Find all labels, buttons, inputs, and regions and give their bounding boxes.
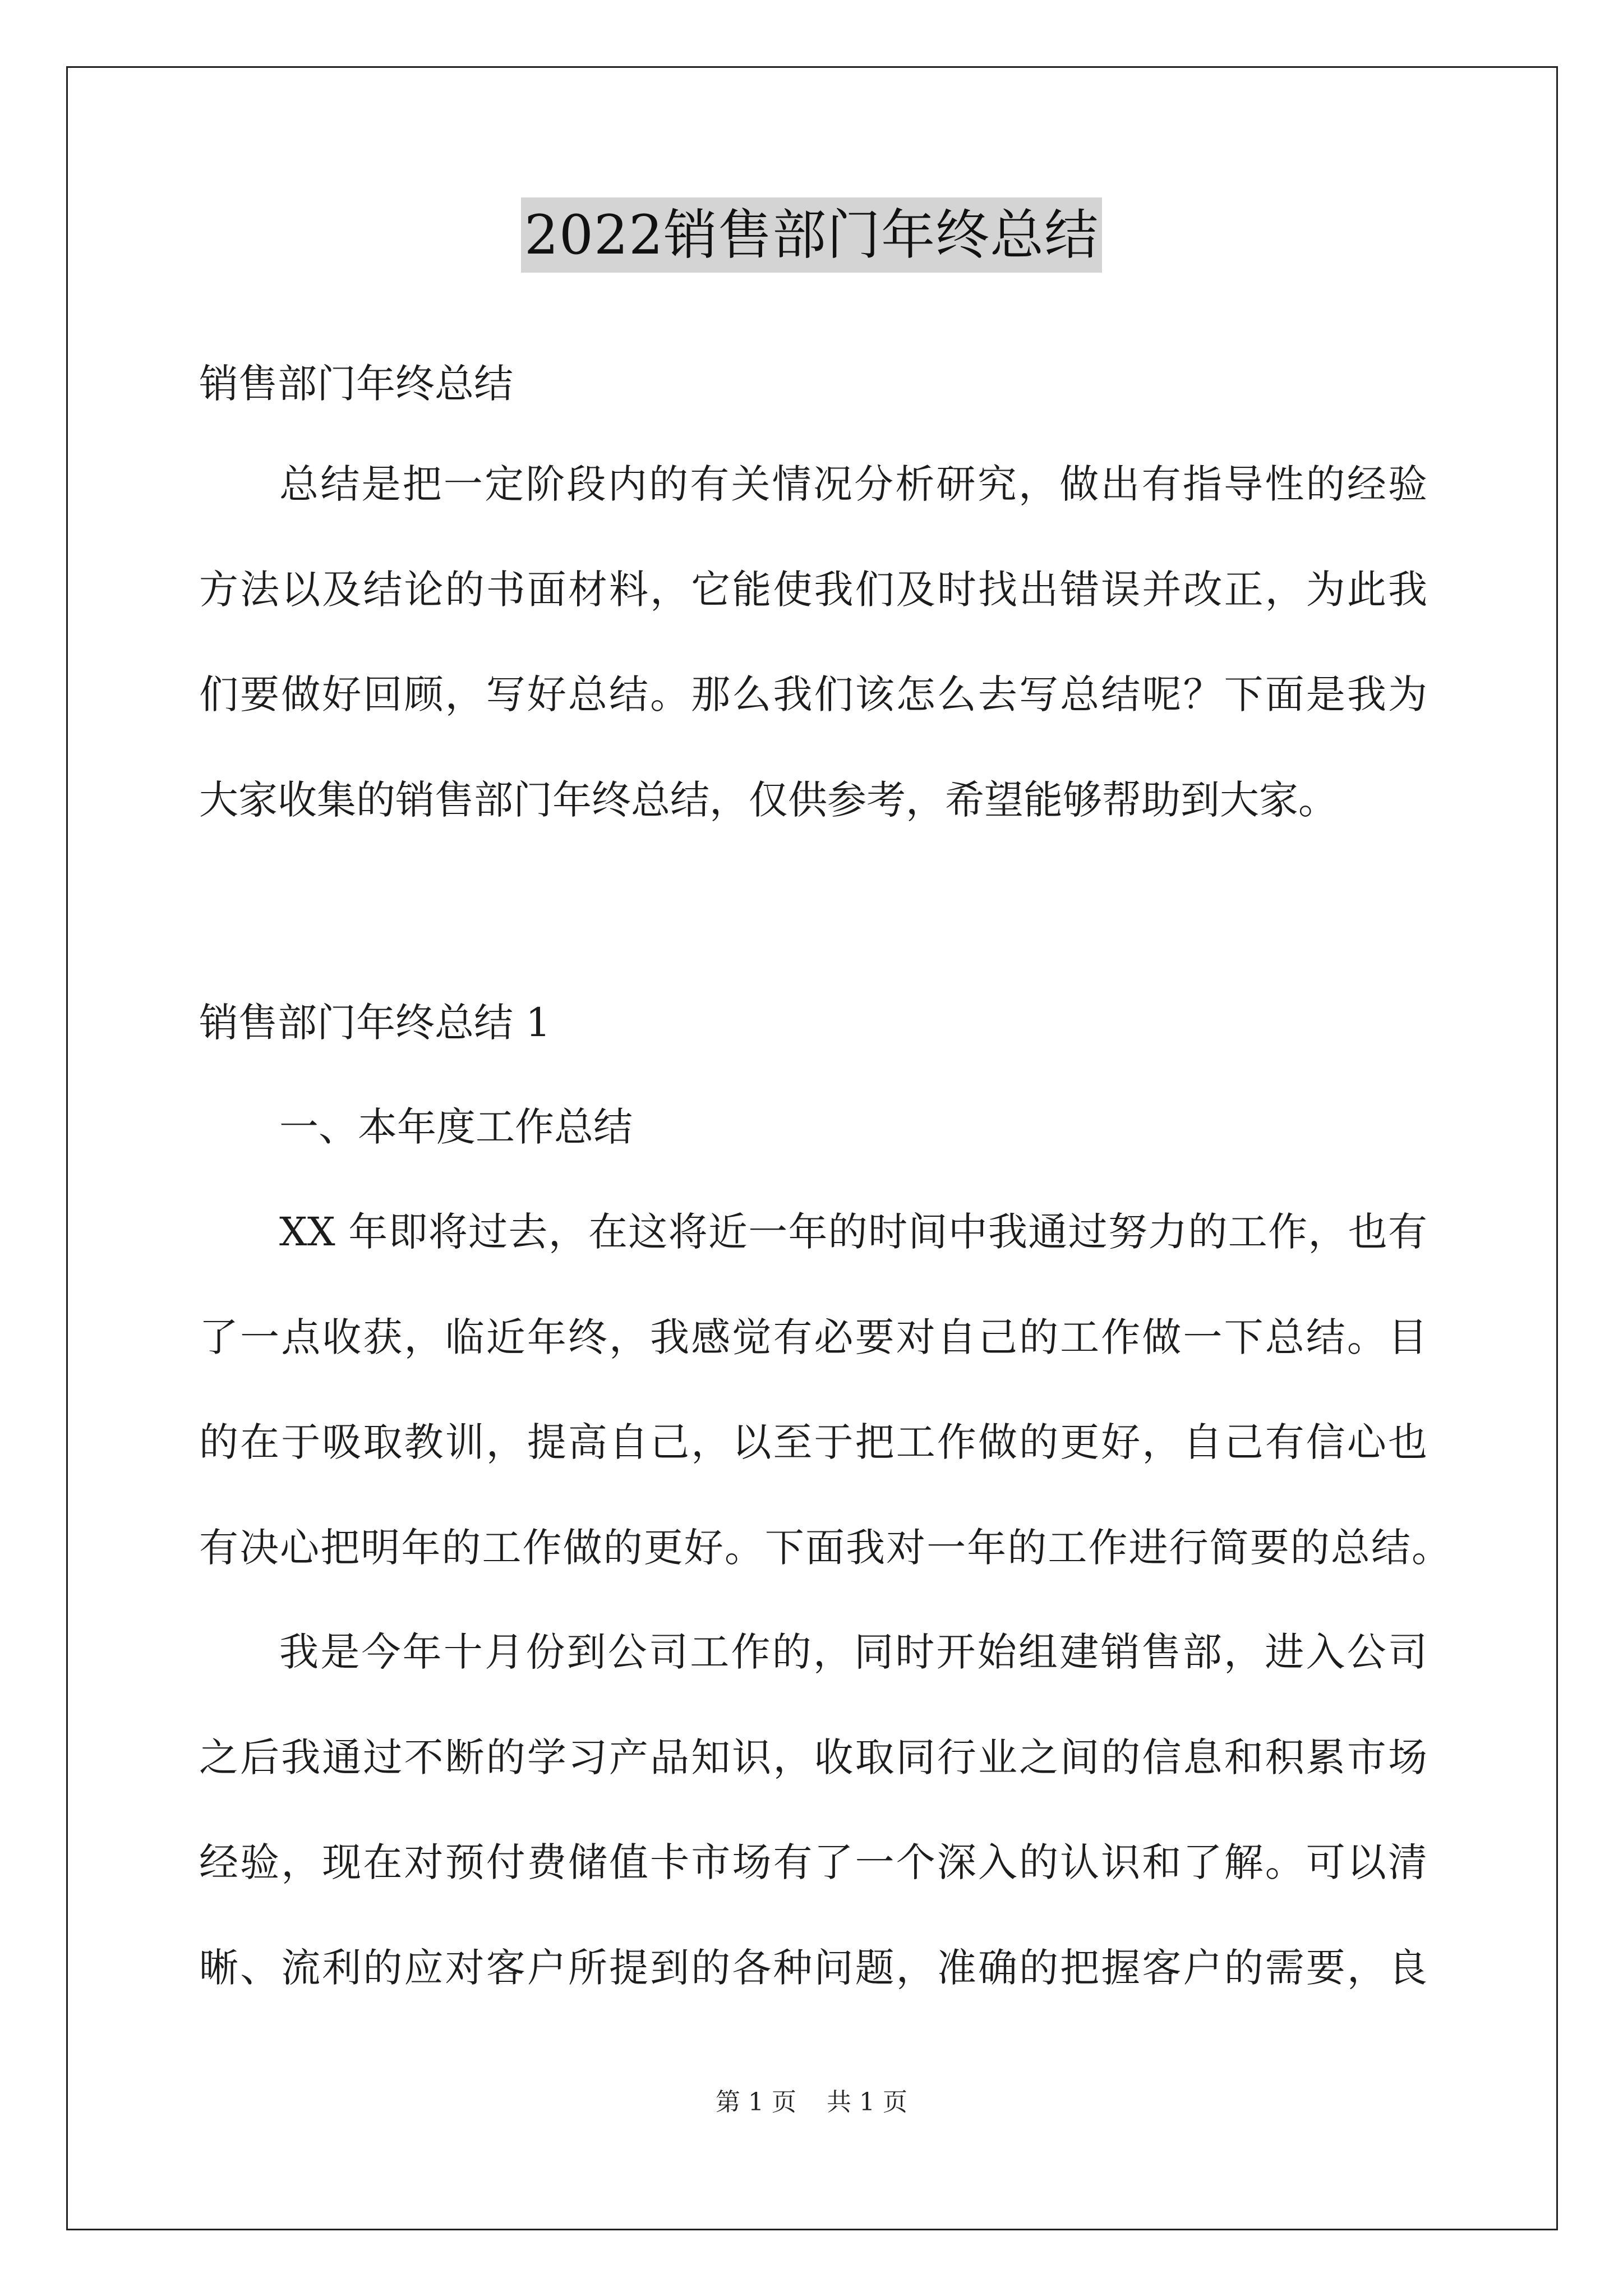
paragraph-line: 大家收集的销售部门年终总结，仅供参考，希望能够帮助到大家。 [199,777,1338,823]
document-title: 2022销售部门年终总结 [521,197,1102,273]
paragraph-line: 方法以及结论的书面材料，它能使我们及时找出错误并改正，为此我 [199,567,1427,613]
paragraph-line: 了一点收获，临近年终，我感觉有必要对自己的工作做一下总结。目 [199,1314,1427,1360]
page-number: 第 1 页 [716,2088,796,2116]
total-pages: 共 1 页 [827,2088,907,2116]
section-heading: 销售部门年终总结 1 [199,1000,551,1046]
page-footer [0,2086,1623,2119]
paragraph-line: 总结是把一定阶段内的有关情况分析研究，做出有指导性的经验 [279,461,1427,507]
paragraph-line: 经验，现在对预付费储值卡市场有了一个深入的认识和了解。可以清 [199,1839,1427,1885]
title-container [0,197,1623,273]
paragraph-line: 晰、流利的应对客户所提到的各种问题，准确的把握客户的需要，良 [199,1945,1427,1991]
paragraph-line: 有决心把明年的工作做的更好。下面我对一年的工作进行简要的总结。 [199,1525,1451,1571]
paragraph-line: 的在于吸取教训，提高自己，以至于把工作做的更好，自己有信心也 [199,1419,1427,1465]
paragraph-line: 们要做好回顾，写好总结。那么我们该怎么去写总结呢？下面是我为 [199,671,1427,717]
section-heading: 销售部门年终总结 [199,361,513,407]
subsection-heading: 一、本年度工作总结 [279,1104,633,1150]
paragraph-line: 我是今年十月份到公司工作的，同时开始组建销售部，进入公司 [279,1629,1427,1675]
paragraph-line: 之后我通过不断的学习产品知识，收取同行业之间的信息和积累市场 [199,1734,1427,1780]
paragraph-line: XX 年即将过去，在这将近一年的时间中我通过努力的工作，也有 [279,1209,1427,1255]
